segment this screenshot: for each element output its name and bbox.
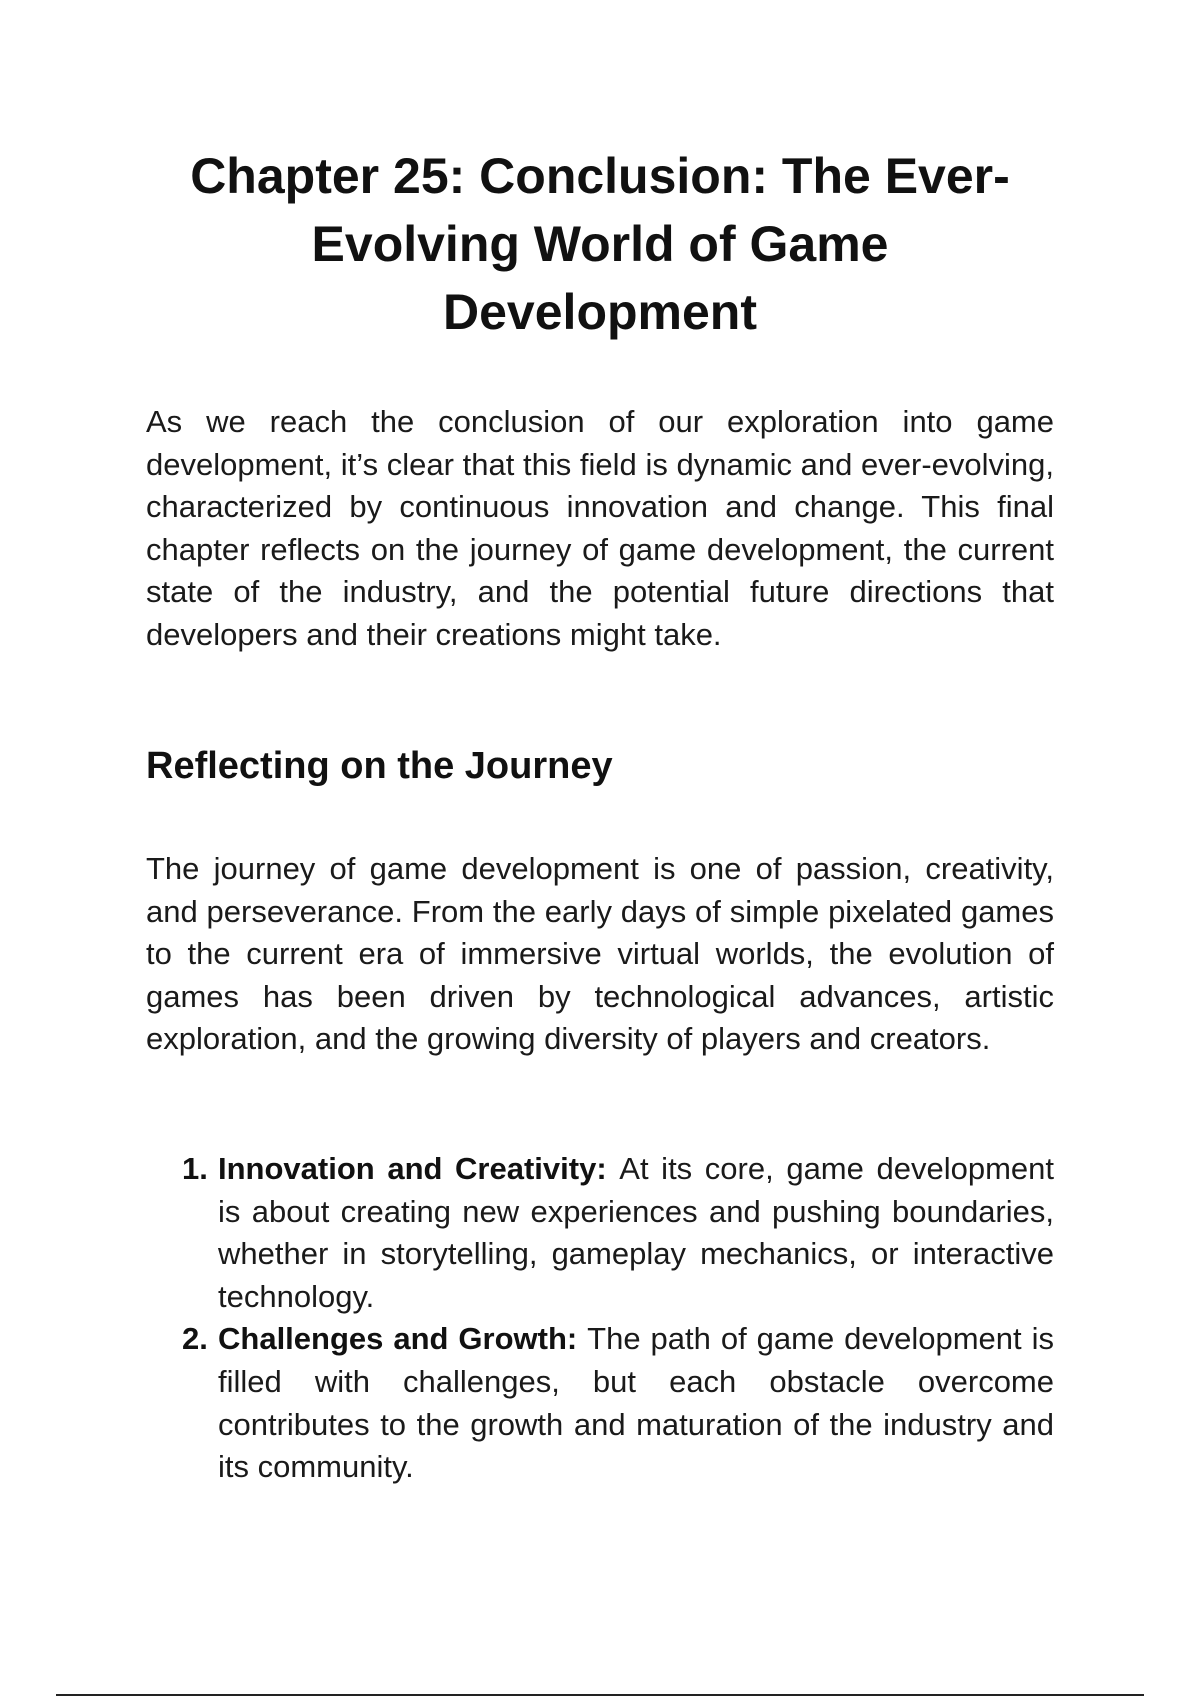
list-item-text: At its core, game development is about creating new experiences and pushing boundaries, whether in storytelling, gameplay mechanics, or interactive technology. [218,1151,1054,1314]
list-item-term: Challenges and Growth: [218,1321,588,1357]
list-item-text: The path of game development is filled with challenges, but each obstacle overcome contributes to the growth and maturation of the industry and its community. [218,1321,1054,1485]
list-item-number: 2. [182,1321,208,1357]
page-bottom-rule [56,1694,1144,1696]
list-item [146,1148,1054,1318]
section-heading: Reflecting on the Journey [146,745,613,787]
intro-paragraph: As we reach the conclusion of our exploration into game development, it’s clear that this field is dynamic and ever-evolving, characterized by continuous innovation and change. This final chapter reflects on the journey of game development, the current state of the industry, and the potential future directions that developers and their creations might take. [146,404,1054,652]
list-item-number: 1. [182,1151,208,1186]
numbered-list [146,1148,1054,1489]
section-paragraph: The journey of game development is one of passion, creativity, and perseverance. From the early days of simple pixelated games to the current era of immersive virtual worlds, the evolution of games has been driven by technological advances, artistic exploration, and the growing diversity of players and creators. [146,851,1054,1057]
chapter-title: Chapter 25: Conclusion: The Ever-Evolving World of Game Development [190,148,1010,340]
list-item [146,1318,1054,1488]
list-item-term: Innovation and Creativity: [218,1151,620,1186]
